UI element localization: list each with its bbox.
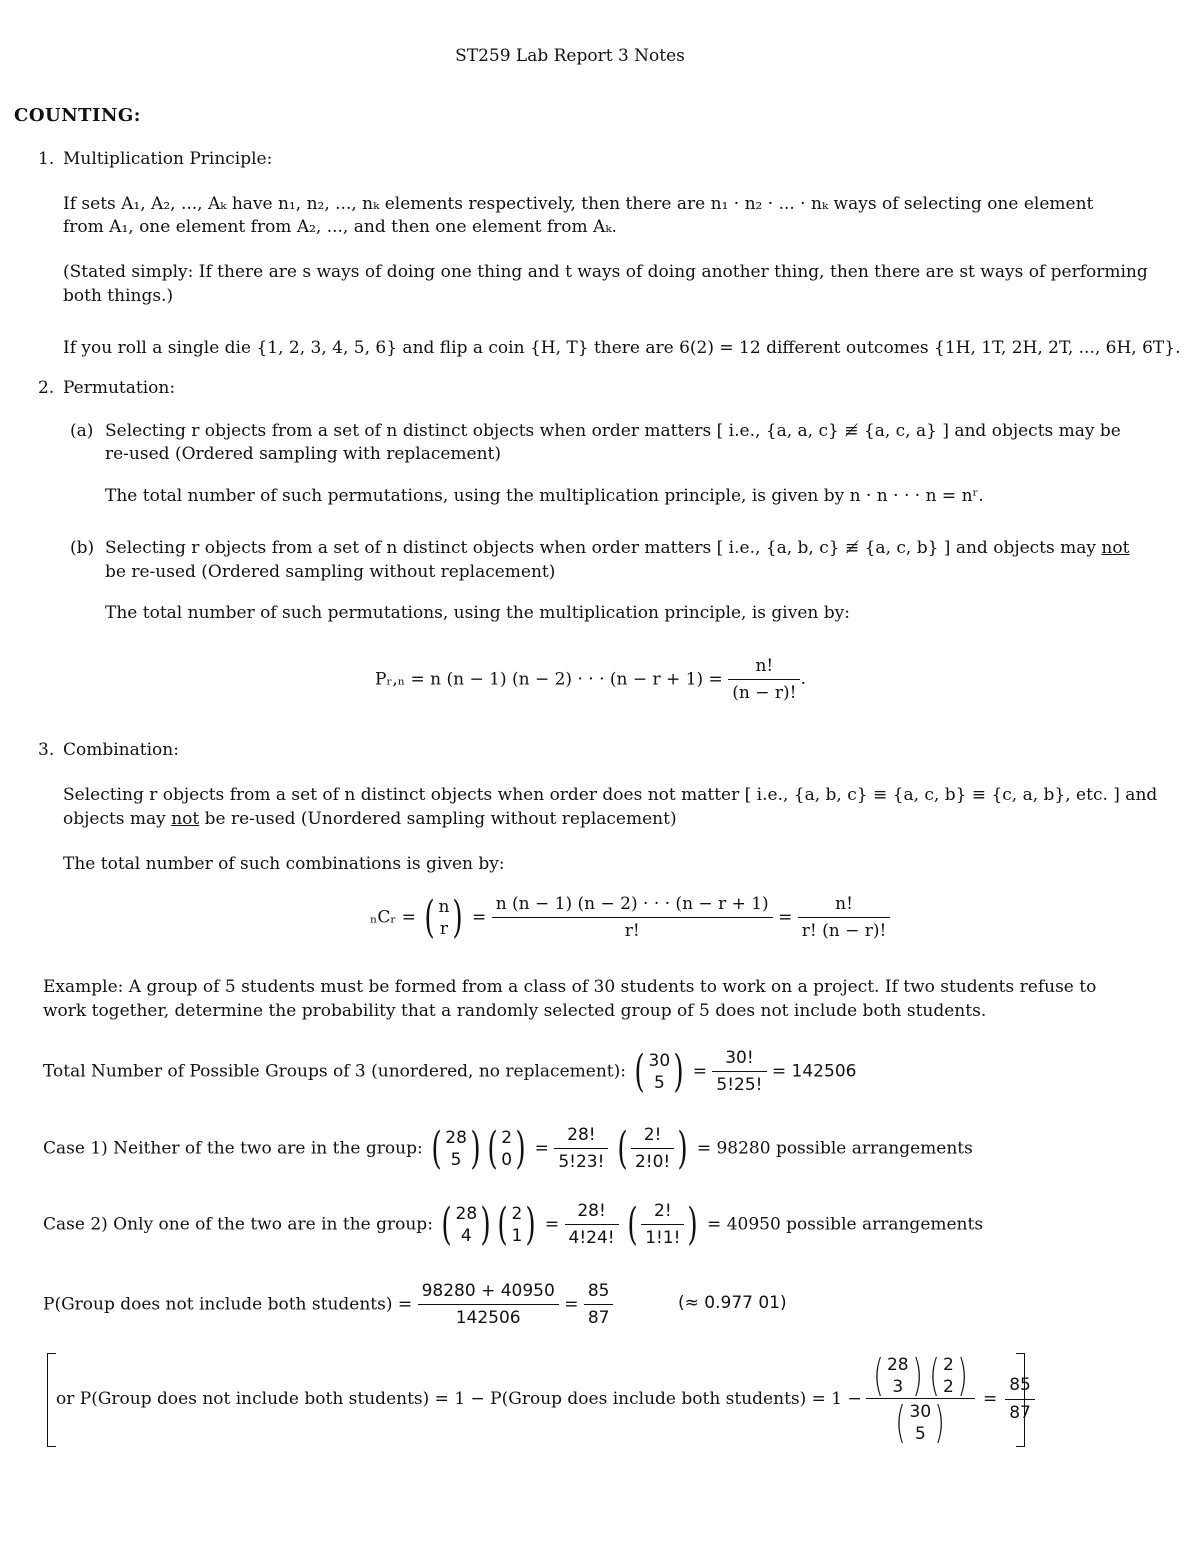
alternative-text: or P(Group does not include both students) = 1 − P(Group does include both students) = 1 −: [56, 1388, 862, 1409]
item-number-1: 1.: [38, 149, 55, 169]
case2-paren-fraction: ( $\frac{2!}{1!1!}$ ): [627, 1198, 699, 1250]
permutation-a-line2: re-used (Ordered sampling with replacement): [105, 444, 502, 464]
permutation-fraction: [728, 655, 800, 704]
case1-paren-fraction: ( $\frac{2!}{2!0!}$ ): [617, 1122, 688, 1174]
equals-sign: =: [778, 907, 793, 928]
probability-lhs: P(Group does not include both students) =: [43, 1294, 413, 1315]
binomial-bottom: 5: [653, 1072, 665, 1093]
permutation-fraction-denominator: (n − r)!: [732, 683, 797, 704]
underlined-not: not: [171, 809, 200, 829]
binomial-top: 28: [445, 1127, 467, 1148]
combination-line2-post: be re-used (Unordered sampling without replacement): [204, 809, 677, 829]
example-line2: work together, determine the probability that a randomly selected group of 5 does not include both students.: [43, 1001, 987, 1021]
permutation-formula-period: .: [800, 669, 806, 690]
fraction-numerator: 85: [1005, 1374, 1035, 1399]
binomial-top: 2: [511, 1203, 523, 1224]
fraction-numerator: 30!: [712, 1047, 766, 1072]
fraction-numerator: n (n − 1) (n − 2) · · · (n − r + 1): [492, 893, 773, 918]
probability-simplified: [584, 1280, 614, 1329]
binomial-top: 2: [501, 1127, 513, 1148]
page-title: ST259 Lab Report 3 Notes: [455, 46, 685, 66]
binomial-top: 2: [942, 1354, 954, 1375]
permutation-formula: [375, 655, 806, 704]
fraction-denominator: 142506: [455, 1308, 521, 1329]
combination-line2-pre: objects may: [63, 809, 166, 829]
permutation-b-line1: [105, 537, 1129, 560]
fraction-denominator: r! (n − r)!: [801, 921, 887, 942]
fraction-numerator: 98280 + 40950: [418, 1280, 559, 1305]
combination-formula: [370, 893, 890, 942]
section-heading: COUNTING:: [14, 105, 141, 126]
binomial-n-r: ( n r ): [424, 891, 464, 943]
permutation-fraction-numerator: n!: [728, 655, 800, 680]
combination-line1: Selecting r objects from a set of n distinct objects when order does not matter [ i.e., {a, b, c} ≡ {a, c, b} ≡ {c, a, b}, etc. ] and: [63, 785, 1158, 805]
binomial-28-5: ( 28 5 ): [431, 1122, 481, 1174]
case2-result: = 40950 possible arrangements: [707, 1214, 984, 1235]
binomial-2-1: ( 2 1 ): [497, 1198, 537, 1250]
permutation-formula-lhs: Pᵣ,ₙ = n (n − 1) (n − 2) · · · (n − r + 1) =: [375, 669, 723, 690]
multiplication-text-line1: If sets A₁, A₂, ..., Aₖ have n₁, n₂, ..., nₖ elements respectively, then there are n₁ · n₂ · ... · nₖ ways of selecting one element: [63, 194, 1094, 214]
fraction-denominator: r!: [624, 921, 640, 942]
total-groups-label: Total Number of Possible Groups of 3 (unordered, no replacement):: [43, 1061, 626, 1082]
item-number-3: 3.: [38, 740, 55, 760]
fraction-denominator: 5!25!: [716, 1075, 763, 1096]
fraction-denominator: 4!24!: [568, 1228, 615, 1249]
subitem-b-marker: (b): [70, 538, 95, 558]
binomial-bottom: 1: [511, 1225, 523, 1246]
probability-equation: [43, 1280, 613, 1329]
fraction-numerator: 85: [584, 1280, 614, 1305]
die-coin-example: If you roll a single die {1, 2, 3, 4, 5, 6} and flip a coin {H, T} there are 6(2) = 12 different outcomes {1H, 1T, 2H, 2T, ..., 6H, 6T}.: [63, 338, 1181, 358]
example-line1: Example: A group of 5 students must be formed from a class of 30 students to work on a project. If two students refuse to: [43, 977, 1097, 997]
fraction-numerator: 28!: [565, 1200, 619, 1225]
fraction-numerator: 2!: [641, 1200, 684, 1225]
combination-total: The total number of such combinations is given by:: [63, 854, 505, 874]
fraction-denominator: 87: [1009, 1402, 1031, 1423]
combination-label: Combination:: [63, 740, 179, 760]
case1-result: = 98280 possible arrangements: [696, 1138, 973, 1159]
binomial-top: 30: [648, 1050, 671, 1071]
probability-approx: (≈ 0.977 01): [678, 1293, 787, 1313]
fraction-numerator: 2!: [631, 1124, 674, 1149]
combination-fraction-1: [492, 893, 773, 942]
binomial-bottom: 4: [460, 1225, 472, 1246]
binomial-bottom: 0: [501, 1149, 513, 1170]
stated-simply-line2: both things.): [63, 286, 174, 306]
permutation-label: Permutation:: [63, 378, 176, 398]
combination-line2: [63, 808, 677, 831]
binomial-top: 30: [909, 1401, 932, 1422]
fraction-numerator: n!: [798, 893, 891, 918]
fraction-denominator: 2!0!: [634, 1152, 671, 1173]
binomial-2-2: ( 2 2 ): [929, 1349, 968, 1401]
equals-sign: =: [472, 907, 487, 928]
case2-equation: Case 2) Only one of the two are in the group: ( 28 4 ) ( 2 1 ) = $\frac{28!}{4!24!}$ ( $\frac{2!}{1!1!}$ ) = 40950 possible arrangements: [43, 1198, 984, 1250]
combination-fraction-2: [798, 893, 891, 942]
binomial-28-4: ( 28 4 ): [441, 1198, 491, 1250]
binomial-bottom: 5: [450, 1149, 462, 1170]
probability-fraction: [418, 1280, 559, 1329]
permutation-b-line2: be re-used (Ordered sampling without replacement): [105, 562, 556, 582]
binomial-top: n: [438, 896, 450, 917]
case2-fraction-1: [565, 1200, 619, 1249]
alternative-equation: [56, 1344, 1035, 1454]
binomial-bottom: 5: [914, 1423, 926, 1444]
total-groups-equation: Total Number of Possible Groups of 3 (unordered, no replacement): ( 30 5 ) = $\frac{30!}{5!25!}$ = 142506: [43, 1045, 857, 1097]
fraction-denominator: 87: [587, 1308, 610, 1329]
binomial-bottom: 2: [942, 1376, 954, 1397]
binomial-top: 28: [455, 1203, 478, 1224]
permutation-b-total: The total number of such permutations, using the multiplication principle, is given by:: [105, 603, 850, 623]
total-result: = 142506: [771, 1061, 857, 1082]
case2-label: Case 2) Only one of the two are in the group:: [43, 1214, 433, 1235]
item-number-2: 2.: [38, 378, 55, 398]
equals-sign: =: [564, 1294, 579, 1315]
stated-simply-line1: (Stated simply: If there are s ways of doing one thing and t ways of doing another thing, then there are st ways of performing: [63, 262, 1148, 282]
binomial-30-5: ( 30 5 ): [634, 1045, 684, 1097]
binomial-30-5: ( 30 5 ): [895, 1396, 945, 1448]
subitem-a-marker: (a): [70, 421, 94, 441]
binomial-28-3: ( 28 3 ): [873, 1349, 923, 1401]
fraction-denominator: 5!23!: [558, 1152, 605, 1173]
case1-fraction-1: [554, 1124, 608, 1173]
multiplication-principle-label: Multiplication Principle:: [63, 149, 273, 169]
multiplication-text-line2: from A₁, one element from A₂, ..., and then one element from Aₖ.: [63, 217, 617, 237]
alternative-result-fraction: [1005, 1374, 1035, 1423]
binomial-top: 28: [886, 1354, 909, 1375]
permutation-a-line1: Selecting r objects from a set of n distinct objects when order matters [ i.e., {a, a, c} ≢ {a, c, a} ] and objects may be: [105, 421, 1121, 441]
combination-lhs: ₙCᵣ =: [370, 907, 416, 928]
binomial-2-0: ( 2 0 ): [487, 1122, 526, 1174]
alternative-binomial-fraction: [866, 1349, 975, 1448]
underlined-not: not: [1101, 538, 1130, 558]
case1-equation: Case 1) Neither of the two are in the group: ( 28 5 ) ( 2 0 ) = $\frac{28!}{5!23!}$ ( $\frac{2!}{2!0!}$ ) = 98280 possible arrangements: [43, 1122, 973, 1174]
left-bracket: [47, 1353, 56, 1447]
permutation-b-line1-text: Selecting r objects from a set of n distinct objects when order matters [ i.e., {a, b, c} ≢ {a, c, b} ] and objects may: [105, 538, 1097, 558]
binomial-bottom: 3: [892, 1376, 904, 1397]
permutation-a-total: The total number of such permutations, using the multiplication principle, is given by n · n · · · n = nʳ.: [105, 486, 984, 506]
total-fraction: [712, 1047, 766, 1096]
fraction-numerator: 28!: [554, 1124, 608, 1149]
equals-sign: =: [982, 1388, 998, 1409]
case1-label: Case 1) Neither of the two are in the group:: [43, 1138, 423, 1159]
binomial-bottom: r: [439, 918, 449, 939]
fraction-denominator: 1!1!: [645, 1228, 681, 1249]
